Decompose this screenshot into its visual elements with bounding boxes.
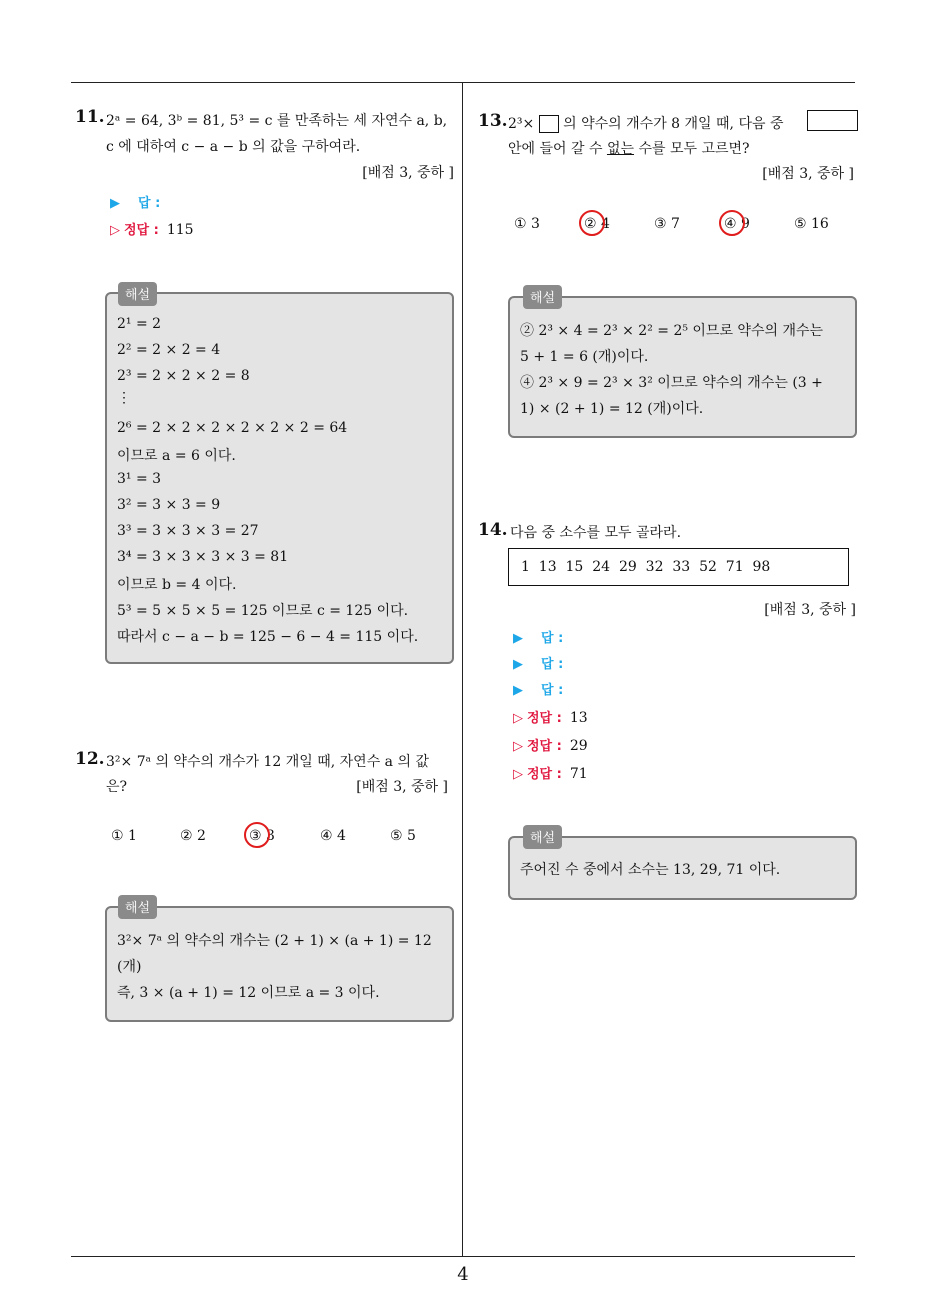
q12-number: 12. bbox=[75, 749, 105, 769]
sol-line: ④ 2³ × 9 = 2³ × 3² 이므로 약수의 개수는 (3 + bbox=[520, 375, 823, 391]
q11-text-line2: c 에 대하여 c − a − b 의 값을 구하여라. bbox=[106, 139, 361, 155]
sol-line: ② 2³ × 4 = 2³ × 2² = 2⁵ 이므로 약수의 개수는 bbox=[520, 323, 824, 339]
answer-label: 답 : bbox=[541, 683, 564, 698]
q12-score-meta: [배점 3, 중하 ] bbox=[356, 779, 448, 795]
choice-2[interactable]: ② 4 bbox=[584, 216, 610, 232]
q14-score-meta: [배점 3, 중하 ] bbox=[764, 602, 856, 618]
sol-line: 2¹ = 2 bbox=[117, 316, 162, 332]
q13-text-line2 bbox=[508, 138, 750, 158]
sol-line: ⋮ bbox=[117, 390, 131, 406]
sol-line: 3³ = 3 × 3 × 3 = 27 bbox=[117, 523, 259, 539]
correct-label: 정답 : bbox=[527, 767, 562, 782]
top-rule bbox=[71, 82, 855, 83]
q13-line2-a: 안에 들어 갈 수 bbox=[508, 141, 607, 157]
blank-box bbox=[539, 115, 559, 133]
choice-1[interactable]: ① 1 bbox=[111, 828, 137, 844]
sol-line: 주어진 수 중에서 소수는 13, 29, 71 이다. bbox=[520, 862, 781, 878]
q14-answer-row-1 bbox=[513, 627, 563, 646]
selected-circle-mark bbox=[244, 822, 270, 848]
play-icon: ▶ bbox=[513, 631, 523, 646]
outline-triangle-icon: ▷ bbox=[513, 739, 523, 754]
q12-text-line2: 은? bbox=[106, 779, 128, 795]
outline-triangle-icon: ▷ bbox=[513, 711, 523, 726]
q13-line1-a: 2³× bbox=[508, 116, 535, 132]
sol-line: 5³ = 5 × 5 × 5 = 125 이므로 c = 125 이다. bbox=[117, 603, 409, 619]
q14-answer-row-3 bbox=[513, 679, 563, 698]
choice-1[interactable]: ① 3 bbox=[514, 216, 540, 232]
column-divider bbox=[462, 83, 463, 1257]
play-icon: ▶ bbox=[513, 657, 523, 672]
q14-text-line1: 다음 중 소수를 모두 골라라. bbox=[510, 525, 682, 541]
outline-triangle-icon: ▷ bbox=[110, 223, 120, 238]
choice-2[interactable]: ② 2 bbox=[180, 828, 206, 844]
selected-circle-mark bbox=[719, 210, 745, 236]
choice-3[interactable]: ③ 7 bbox=[654, 216, 680, 232]
selected-circle-mark bbox=[579, 210, 605, 236]
q12-text-line1: 3²× 7ᵃ 의 약수의 개수가 12 개일 때, 자연수 a 의 값 bbox=[106, 754, 429, 770]
sol-line: 5 + 1 = 6 (개)이다. bbox=[520, 349, 649, 365]
sol-line: 즉, 3 × (a + 1) = 12 이므로 a = 3 이다. bbox=[117, 985, 380, 1001]
bottom-rule bbox=[71, 1256, 855, 1257]
choice-4[interactable]: ④ 9 bbox=[724, 216, 750, 232]
q11-number: 11. bbox=[75, 107, 105, 127]
sol-line: 2⁶ = 2 × 2 × 2 × 2 × 2 × 2 = 64 bbox=[117, 420, 348, 436]
q14-number: 14. bbox=[478, 520, 508, 540]
choice-5[interactable]: ⑤ 16 bbox=[794, 216, 829, 232]
q13-number: 13. bbox=[478, 111, 508, 131]
q13-text-line1 bbox=[508, 113, 783, 133]
q11-solution-tag: 해설 bbox=[118, 282, 157, 306]
q12-solution-tag: 해설 bbox=[118, 895, 157, 919]
sol-line: 3⁴ = 3 × 3 × 3 × 3 = 81 bbox=[117, 549, 289, 565]
sol-line: 2³ = 2 × 2 × 2 = 8 bbox=[117, 368, 250, 384]
sol-line: 1) × (2 + 1) = 12 (개)이다. bbox=[520, 401, 704, 417]
q11-score-meta: [배점 3, 중하 ] bbox=[362, 165, 454, 181]
sol-line: 3² = 3 × 3 = 9 bbox=[117, 497, 221, 513]
sol-line: (개) bbox=[117, 959, 142, 975]
answer-label: 답 : bbox=[541, 631, 564, 646]
q14-answer-row-2 bbox=[513, 653, 563, 672]
page-number: 4 bbox=[457, 1264, 469, 1285]
q11-text-line1: 2ᵃ = 64, 3ᵇ = 81, 5³ = c 를 만족하는 세 자연수 a, b, bbox=[106, 113, 448, 129]
q14-solution-tag: 해설 bbox=[523, 825, 562, 849]
correct-value: 115 bbox=[166, 222, 194, 238]
play-icon: ▶ bbox=[110, 196, 120, 211]
outline-triangle-icon: ▷ bbox=[513, 767, 523, 782]
choice-5[interactable]: ⑤ 5 bbox=[390, 828, 416, 844]
sol-line: 이므로 a = 6 이다. bbox=[117, 448, 236, 464]
q11-correct-row bbox=[110, 219, 194, 238]
q13-line2-b: 수를 모두 고르면? bbox=[634, 141, 750, 157]
q13-line2-underlined: 없는 bbox=[606, 141, 635, 157]
q13-solution-tag: 해설 bbox=[523, 285, 562, 309]
correct-label: 정답 : bbox=[124, 223, 159, 238]
choice-3[interactable]: ③ 3 bbox=[249, 828, 275, 844]
correct-value: 29 bbox=[569, 738, 588, 754]
q14-correct-row-1 bbox=[513, 707, 588, 726]
q12-solution-box bbox=[105, 906, 454, 1022]
correct-label: 정답 : bbox=[527, 711, 562, 726]
correct-label: 정답 : bbox=[527, 739, 562, 754]
choice-4[interactable]: ④ 4 bbox=[320, 828, 346, 844]
correct-value: 71 bbox=[569, 766, 588, 782]
q14-correct-row-2 bbox=[513, 735, 588, 754]
play-icon: ▶ bbox=[513, 683, 523, 698]
q13-solution-box bbox=[508, 296, 857, 438]
q13-score-meta: [배점 3, 중하 ] bbox=[762, 166, 854, 182]
blank-box-wide bbox=[807, 110, 858, 131]
sol-line: 이므로 b = 4 이다. bbox=[117, 577, 237, 593]
sol-line: 3¹ = 3 bbox=[117, 471, 162, 487]
answer-label: 답 : bbox=[541, 657, 564, 672]
sol-line: 2² = 2 × 2 = 4 bbox=[117, 342, 221, 358]
answer-label: 답 : bbox=[138, 196, 161, 211]
q11-answer-row bbox=[110, 192, 160, 211]
sol-line: 따라서 c − a − b = 125 − 6 − 4 = 115 이다. bbox=[117, 629, 419, 645]
correct-value: 13 bbox=[569, 710, 588, 726]
q13-line1-b: 의 약수의 개수가 8 개일 때, 다음 중 bbox=[563, 116, 784, 132]
sol-line: 3²× 7ᵃ 의 약수의 개수는 (2 + 1) × (a + 1) = 12 bbox=[117, 933, 432, 949]
q14-number-list: 1 13 15 24 29 32 33 52 71 98 bbox=[521, 559, 771, 575]
q14-correct-row-3 bbox=[513, 763, 588, 782]
q11-solution-box bbox=[105, 292, 454, 664]
